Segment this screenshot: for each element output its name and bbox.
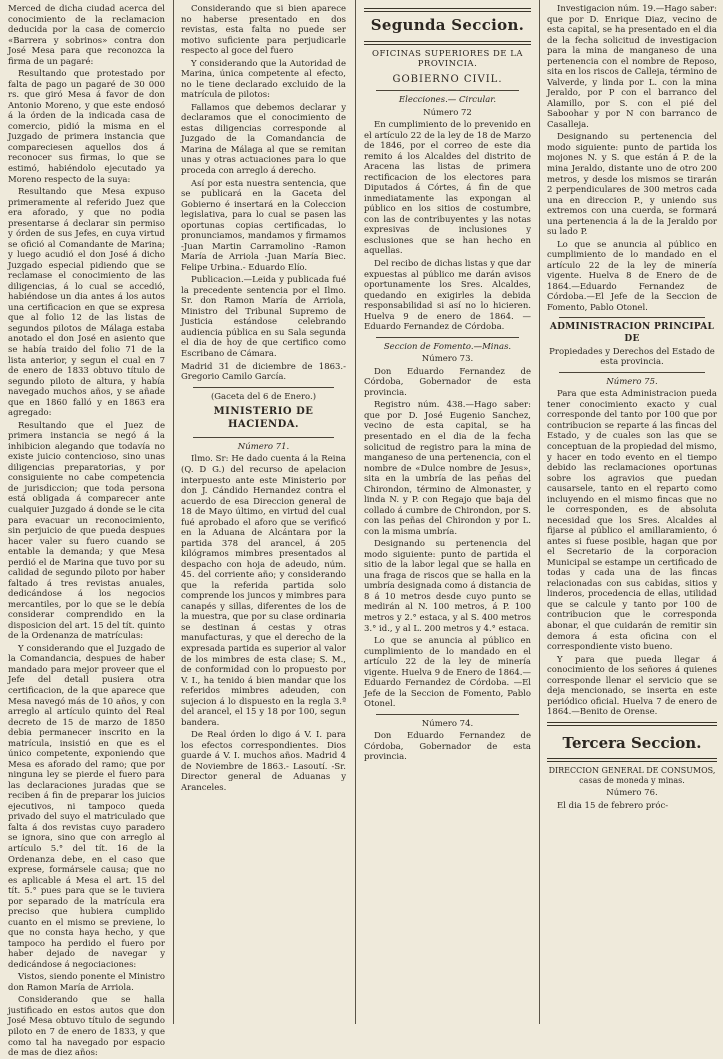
column-3 — [364, 4, 531, 1020]
column-rule — [539, 0, 540, 1024]
subsection-heading: Propiedades y Derechos del Estado de esta provincia. — [549, 346, 715, 368]
separator — [193, 387, 334, 388]
paragraph: Don Eduardo Fernandez de Córdoba, Gobernador de esta provincia. — [364, 731, 531, 763]
paragraph: Investigacion núm. 19.—Hago saber: que por D. Enrique Diaz, vecino de esta capital, se ha presentado en el dia de la fecha solicitud de investigacion para la mina de manganeso de una pertenencia con el nombre de Reposo, sita en los riscos de Calleja, término de Valverde, y linda por L. con la mina Jeraldo, por P con el barranco del Alamillo, por S. con el pié del Saboohar y por N con barranco de Casalleja. — [547, 4, 717, 130]
paragraph: Fallamos que debemos declarar y declaramos que el conocimiento de estas diligencias corresponde al Juzgado de la Comandancia de Marina de Málaga al que se remitan unas y otras actuaciones para lo que proceda con arreglo á derecho. — [181, 102, 346, 176]
separator — [193, 437, 334, 438]
section-heading: MINISTERIO DE HACIENDA. — [213, 406, 314, 430]
separator — [376, 337, 519, 338]
paragraph: El dia 15 de febrero próc- — [557, 800, 669, 811]
category-label: Elecciones.— Circular. — [398, 95, 497, 106]
item-number: Número 73. — [421, 354, 474, 365]
subsection-heading: GOBIERNO CIVIL. — [392, 73, 503, 85]
paragraph: Considerando que si bien aparece no haberse presentado en dos revistas, esta falta no puede ser motivo suficiente para perjudicarle respecto al goce del fuero — [181, 4, 346, 57]
paragraph: Resultando que Mesa expuso primeramente al referido Juez que era aforado, y que no podia presentarse á declarar sin permiso y órden de sus Jefes, en cuya virtud se ofició al Comandante de Marina; y luego acudió el don José á dicho Juzgado especial pidiendo que se reclamase el conocimiento de las diligencias, á lo cual se accedió, habiéndose un dia antes á los autos una certificacion en que se expresa que al folio 12 de las listas de segundos pilotos de Málaga estaba anotado el don José en asiento que se había traido del folio 71 de la lista anterior, y segun el cual en 7 de enero de 1833 obtuvo título de segundo piloto de altura, y había navegado muchos años, y se añade que en 1860 falló y en 1863 era agregado: — [8, 187, 165, 419]
paragraph: En cumplimiento de lo prevenido en el artículo 22 de la ley de 18 de Marzo de 1846, por el correo de este dia remito á los Alcaldes del distrito de Aracena las listas de primera rectificacion de los electores para Diputados á Córtes, á fin de que inmediatamente las expongan al público en los sitios de costumbre, con las de contribuyentes y las notas expresivas de inclusiones y esclusiones que se han hecho en aquellas. — [364, 120, 531, 257]
item-number: Número 71. — [237, 441, 290, 452]
double-rule — [547, 758, 717, 762]
paragraph: Vistos, siendo ponente el Ministro don Ramon María de Arriola. — [8, 972, 165, 993]
column-1 — [8, 4, 165, 1059]
paragraph: Lo que se anuncia al público en cumplimiento de lo mandado en el artículo 22 de la ley de minería vigente. Huelva 9 de Enero de 1864.—Eduardo Fernandez de Córdoba. —El Jefe de la Seccion de Fomento, Pablo Otonel. — [364, 636, 531, 710]
paragraph: Y para que pueda llegar á conocimiento de los señores á quienes corresponde llenar el servicio que se deja mencionado, se inserta en este periódico oficial. Huelva 7 de enero de 1864.—Benito de Orense. — [547, 654, 717, 718]
section-title: Tercera Seccion. — [562, 733, 702, 752]
paragraph: Resultando que protestado por falta de pago un pagaré de 30 000 rs. que giró Mesa á favor de don Antonio Moreno, y que este endosó á la órden de la indicada casa de comercio, pidió la misma en el Juzgado de primera instancia que compareciesen aquellos dos á reconocer sus firmas, lo que se estimó, habiéndolo ejecutado ya Moreno respecto de la suya: — [8, 69, 165, 185]
paragraph: Del recibo de dichas listas y que dar expuestas al público me darán avisos oportunamente los Sres. Alcaldes, quedando en exigirles la debida responsabilidad si así no lo hicieren. Huelva 9 de enero de 1864. —Eduardo Fernandez de Córdoba. — [364, 259, 531, 333]
item-number: Número 76. — [606, 788, 658, 799]
paragraph: Lo que se anuncia al público en cumplimiento de lo mandado en el artículo 22 de la ley de minería vigente. Huelva 8 de Enero de de 1864.—Eduardo Fernandez de Córdoba.—El Jefe de la Seccion de Fomento, Pablo Otonel. — [547, 239, 717, 313]
separator — [376, 714, 519, 715]
double-rule — [364, 8, 531, 12]
item-number: Número 74. — [421, 718, 474, 729]
paragraph: Y considerando que el Juzgado de la Comandancia, despues de haber mandado para mejor proveer que el Jefe del detall pusiera otra certificacion, de la que aparece que Mesa navegó más de 10 años, y con arreglo al artículo quinto del Real decreto de 15 de marzo de 1850 debia permanecer inscrito en la matrícula, insistió en que es el único competente, exponiendo que Mesa es aforado del ramo; que por ninguna ley se pierde el fuero para las declaraciones juradas que se reciben á fin de preparar los juicios ejecutivos, ni tampoco queda privado del suyo el matriculado que falta á dos revistas cuyo paradero se ignora, sino que con arreglo al artículo 5.° del tít. 16 de la Ordenanza debe, en el caso que exprese, formársele causa; que no es aplicable á Mesa el art. 15 del tít. 5.° pues para que se le tuviera por separado de la matrícula era preciso que hubiera cumplido cuanto en el mismo se previene, lo que no consta haya hecho, y que tampoco ha perdido el fuero por haber dejado de navegar y dedicándose á negociaciones: — [8, 643, 165, 970]
column-4 — [547, 4, 717, 1020]
item-number: Número 75. — [606, 376, 658, 387]
column-2 — [181, 4, 346, 1020]
gaceta-ref: (Gaceta del 6 de Enero.) — [210, 391, 317, 402]
column-rule — [355, 0, 356, 1024]
separator — [376, 90, 519, 91]
paragraph: Ilmo. Sr: He dado cuenta á la Reina (Q. D G.) del recurso de apelacion interpuesto ante este Ministerio por don J. Cándido Hernandez contra el acuerdo de esa Direccion general de 18 de Mayo último, en virtud del cual fué aprobado el aforo que se verificó en la Aduana de Alcántara por la partida 378 del arancel, á 205 kilógramos mimbres presentados al despacho con hoja de adeudo, núm. 45. del corriente año; y considerando que la referida partida solo comprende los juncos y mimbres para canapés y sillas, diferentes de los de la muestra, que por su clase ordinaria se destinan á cestas y otras manufacturas, y que el derecho de la expresada partida es superior al valor de los mimbres de esta clase; S. M., de conformidad con lo propuesto por V. I., ha tenido á bien mandar que los referidos mimbres adeuden, con sujecion á lo dispuesto en la regla 3.ª del arancel, el 15 y 18 por 100, segun bandera. — [181, 454, 346, 728]
column-rule — [173, 0, 174, 1024]
paragraph: Registro núm. 438.—Hago saber: que por D. José Eugenio Sanchez, vecino de esta capital, se ha presentado en el dia de la fecha solicitud de registro para la mina de manganeso de una pertenencia, con el nombre de «Dulce nombre de Jesus», sita en la umbría de las peñas del Chirondon, término de Almonaster, y linda N. y P. con Regajo que baja del collado á cumbre de Chirondon, por S. con las peñas del Chirondon y por L. con la misma umbría. — [364, 400, 531, 537]
paragraph: Considerando que se halla justificado en estos autos que don José Mesa obtuvo título de segundo piloto en 7 de enero de 1833, y que como tal ha navegado por espacio de mas de diez años: — [8, 995, 165, 1059]
double-rule — [364, 41, 531, 45]
separator — [559, 317, 705, 318]
subsection-heading: OFICINAS SUPERIORES DE LA PROVINCIA. — [372, 48, 523, 70]
category-label: Seccion de Fomento.—Minas. — [383, 341, 512, 352]
paragraph: Y considerando que la Autoridad de Marina, única competente al efecto, no le tiene declarado excluido de la matrícula de pilotos: — [181, 58, 346, 101]
paragraph: Resultando que el Juez de primera instancia se negó á la inhibicion alegando que todavía no existe juicio contencioso, sino unas diligencias preparatorias, y por consiguiente no cabe competencia de jurisdiccion; que toda persona está obligada á comparecer ante cualquier Juzgado á donde se le cita para evacuar un reconocimiento, sin perjuicio de que pueda despues hacer valer su fuero cuando se entable la demanda; y que Mesa perdió el de Marina que tuvo por su calidad de segundo piloto por haber faltado á tres revistas anuales, dedicándose á los negocios mercantiles, por lo que se le debía considerar comprendido en la disposicion del art. 15 del tít. quinto de la Ordenanza de matrículas: — [8, 420, 165, 642]
section-heading: ADMINISTRACION PRINCIPAL DE — [549, 322, 715, 344]
paragraph: Designando su pertenencia del modo siguiente: punto de partida los mojones N. y S. que están á P. de la mina Jeraldo, distante uno de otro 200 metros, y desde los mismos se tirarán 2 perpendiculares de 300 metros cada una en direccion P., y uniendo sus extremos con una cuerda, se formará una pertenencia á la de la Jeraldo por su lado P. — [547, 132, 717, 238]
paragraph: Merced de dicha ciudad acerca del conocimiento de la reclamacion deducida por la casa de comercio «Barrera y sobrinos» contra don José Mesa para que reconozca la firma de un pagaré: — [8, 4, 165, 67]
paragraph: Don Eduardo Fernandez de Córdoba, Gobernador de esta provincia. — [364, 366, 531, 398]
paragraph: Publicacion.—Leida y publicada fué la precedente sentencia por el Ilmo. Sr. don Ramon María de Arriola, Ministro del Tribunal Supremo de Justicia estándose celebrando audiencia pública en su Sala segunda el dia de hoy de que certifico como Escribano de Cámara. — [181, 275, 346, 359]
paragraph: Así por esta nuestra sentencia, que se publicará en la Gaceta del Gobierno é insertará en la Coleccion legislativa, para lo cual se pasen las oportunas copias certificadas, lo pronunciamos, mandamos y firmamos -Juan Martin Carramolino -Ramon María de Arriola -Juan María Biec. Felipe Urbina.- Eduardo Elío. — [181, 178, 346, 273]
paragraph: Designando su pertenencia del modo siguiente: punto de partida el sitio de la labor legal que se halla en una fraga de riscos que se halla en la umbría designada como á distancia de 8 á 10 metros desde cuyo punto se medirán al N. 100 metros, á P. 100 metros y 2.° estaca, y al S. 400 metros 3.° id., y al L. 200 metros y 4.° estaca. — [364, 539, 531, 634]
section-title: Segunda Seccion. — [370, 16, 525, 34]
paragraph: Para que esta Administracion pueda tener conocimiento exacto y cual corresponde del tanto por 100 que por contribucion se reparte á las fincas del Estado, y de cuales son las que se conceptuan de la propiedad del mismo, y hacer en todo evento en el tiempo debido las reclamaciones oportunas sobre los agravios que puedan causarsele, tanto en el reparto como incluyendo en el mismo fincas que no le corresponden, es de absoluta necesidad que los Sres. Alcaldes al fijarse al público el amillaramiento, ó antes si fuese posible, hagan que por el Secretario de la corporacion Municipal se estampe un certificado de todas y cada una de las fincas relacionadas con sus cabidas, sitios y linderos, procedencia de ellas, utilidad que se calcule y tanto por 100 de contribucion que le corresponda abonar, el que cuidarán de remitir sin demora á esta oficina con el correspondiente visto bueno. — [547, 389, 717, 653]
separator — [559, 372, 705, 373]
dateline: Madrid 31 de diciembre de 1863.- Gregorio Camilo García. — [181, 361, 346, 383]
paragraph: De Real órden lo digo á V. I. para los efectos correspondientes. Dios guarde á V. I. muchos años. Madrid 4 de Noviembre de 1863.- Lasoutí. -Sr. Director general de Aduanas y Aranceles. — [181, 730, 346, 793]
item-number: Número 72 — [423, 107, 472, 118]
section-heading: DIRECCION GENERAL DE CONSUMOS, casas de moneda y minas. — [548, 766, 716, 786]
double-rule — [547, 722, 717, 726]
